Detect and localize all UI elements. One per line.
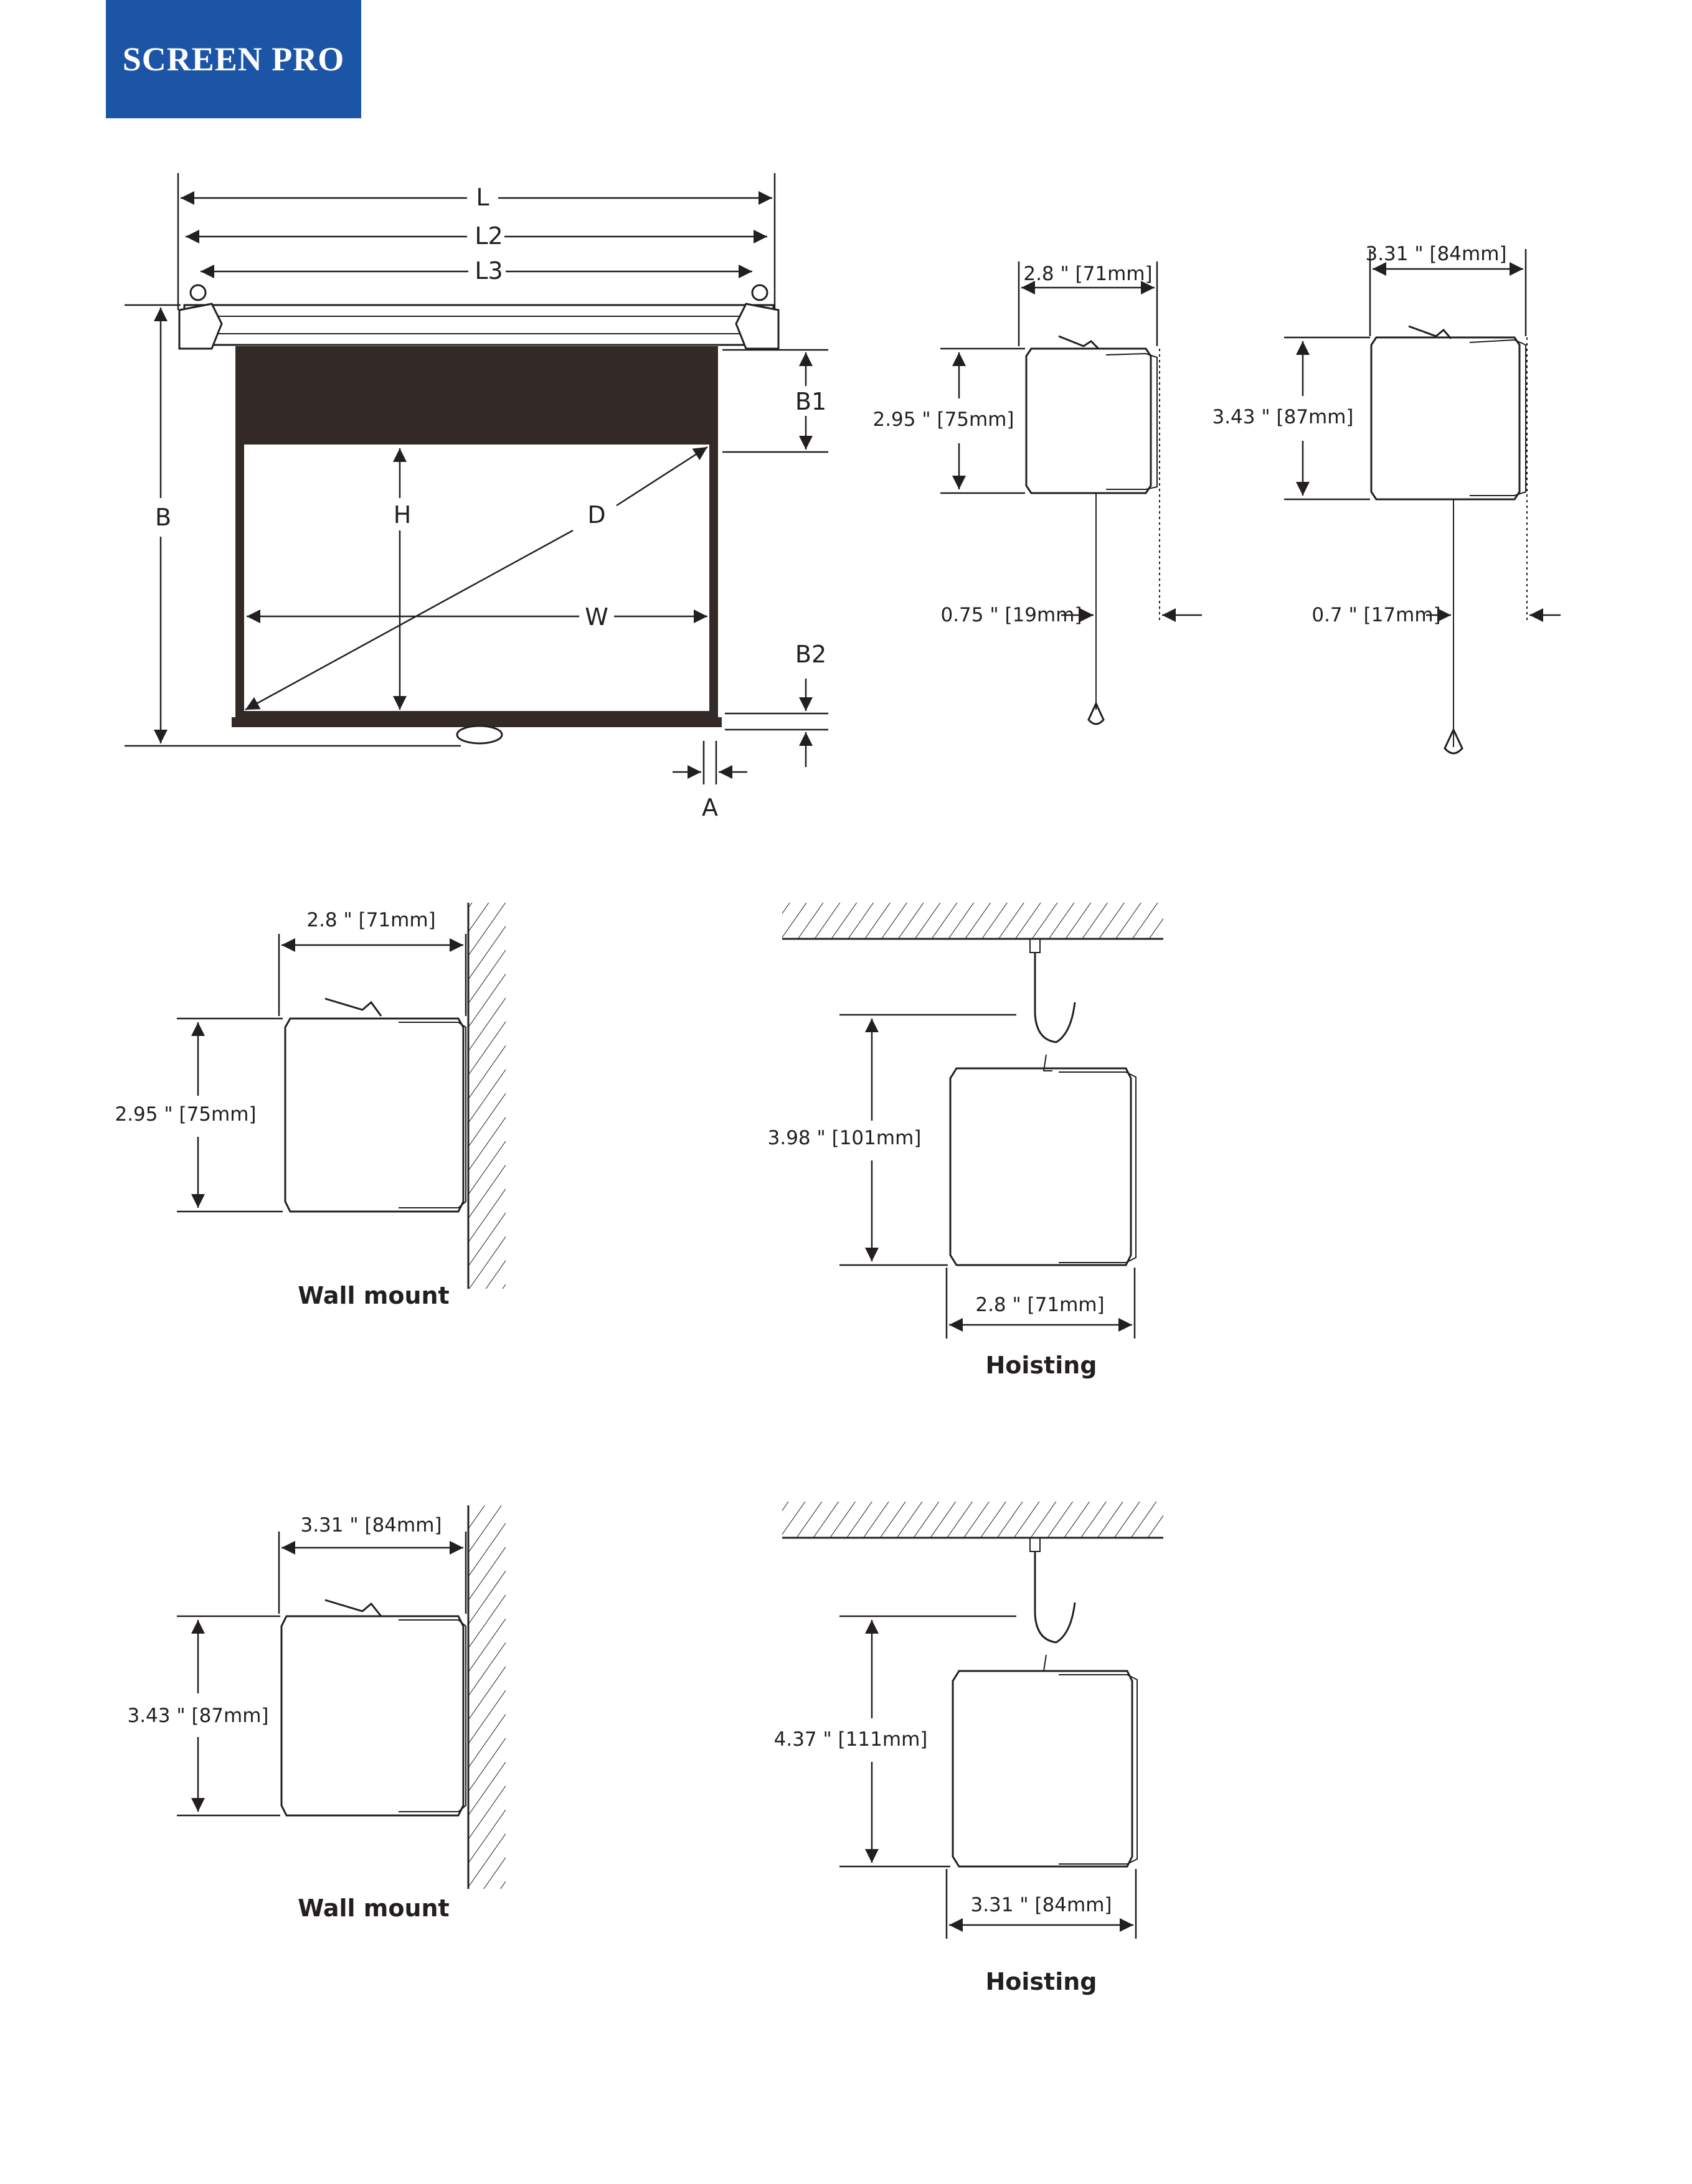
label-D: D [587, 501, 606, 529]
side-small-dims [940, 261, 1202, 615]
label-H: H [393, 501, 412, 529]
wall-large-width: 3.31 " [84mm] [300, 1514, 442, 1537]
roller-case [184, 305, 773, 345]
side-view-small [1026, 336, 1160, 724]
hoist-large-height: 4.37 " [111mm] [773, 1728, 928, 1751]
side-small-height: 2.95 " [75mm] [872, 408, 1014, 431]
right-end-cap [736, 304, 778, 349]
hoist-large-caption: Hoisting [985, 1968, 1097, 1995]
hoist-small-caption: Hoisting [985, 1352, 1097, 1379]
hoisting-small [782, 903, 1163, 1339]
label-L3: L3 [475, 257, 503, 285]
logo-text: SCREEN PRO [122, 40, 345, 78]
label-W: W [585, 603, 608, 631]
hoist-small-height: 3.98 " [101mm] [767, 1127, 922, 1149]
wall-small-height: 2.95 " [75mm] [115, 1103, 257, 1126]
wall-small-caption: Wall mount [298, 1282, 450, 1309]
wall-large-height: 3.43 " [87mm] [127, 1705, 269, 1727]
label-L: L [476, 184, 489, 211]
side-small-width: 2.8 " [71mm] [1023, 263, 1153, 285]
side-view-large [1371, 326, 1527, 753]
wall-mount-small [177, 903, 506, 1289]
left-end-cap [179, 304, 222, 349]
wall-mount-large [177, 1505, 506, 1889]
wall-small-width: 2.8 " [71mm] [306, 909, 436, 931]
wall-large-caption: Wall mount [298, 1895, 450, 1922]
side-small-cord-offset: 0.75 " [19mm] [940, 604, 1082, 626]
pull-handle [457, 726, 502, 743]
side-large-cord-offset: 0.7 " [17mm] [1312, 604, 1441, 626]
label-B1: B1 [795, 388, 827, 415]
label-L2: L2 [475, 222, 503, 250]
right-hook [752, 285, 767, 300]
hoist-large-width: 3.31 " [84mm] [970, 1894, 1112, 1916]
hoisting-large [782, 1502, 1163, 1939]
front-view [179, 285, 778, 743]
left-hook [191, 285, 206, 300]
hoist-small-width: 2.8 " [71mm] [975, 1294, 1105, 1316]
label-B2: B2 [795, 641, 827, 668]
side-large-height: 3.43 " [87mm] [1212, 406, 1354, 428]
label-B: B [154, 504, 172, 531]
label-A: A [702, 794, 718, 821]
screen-surface [244, 445, 709, 711]
side-large-width: 3.31 " [84mm] [1365, 243, 1507, 265]
